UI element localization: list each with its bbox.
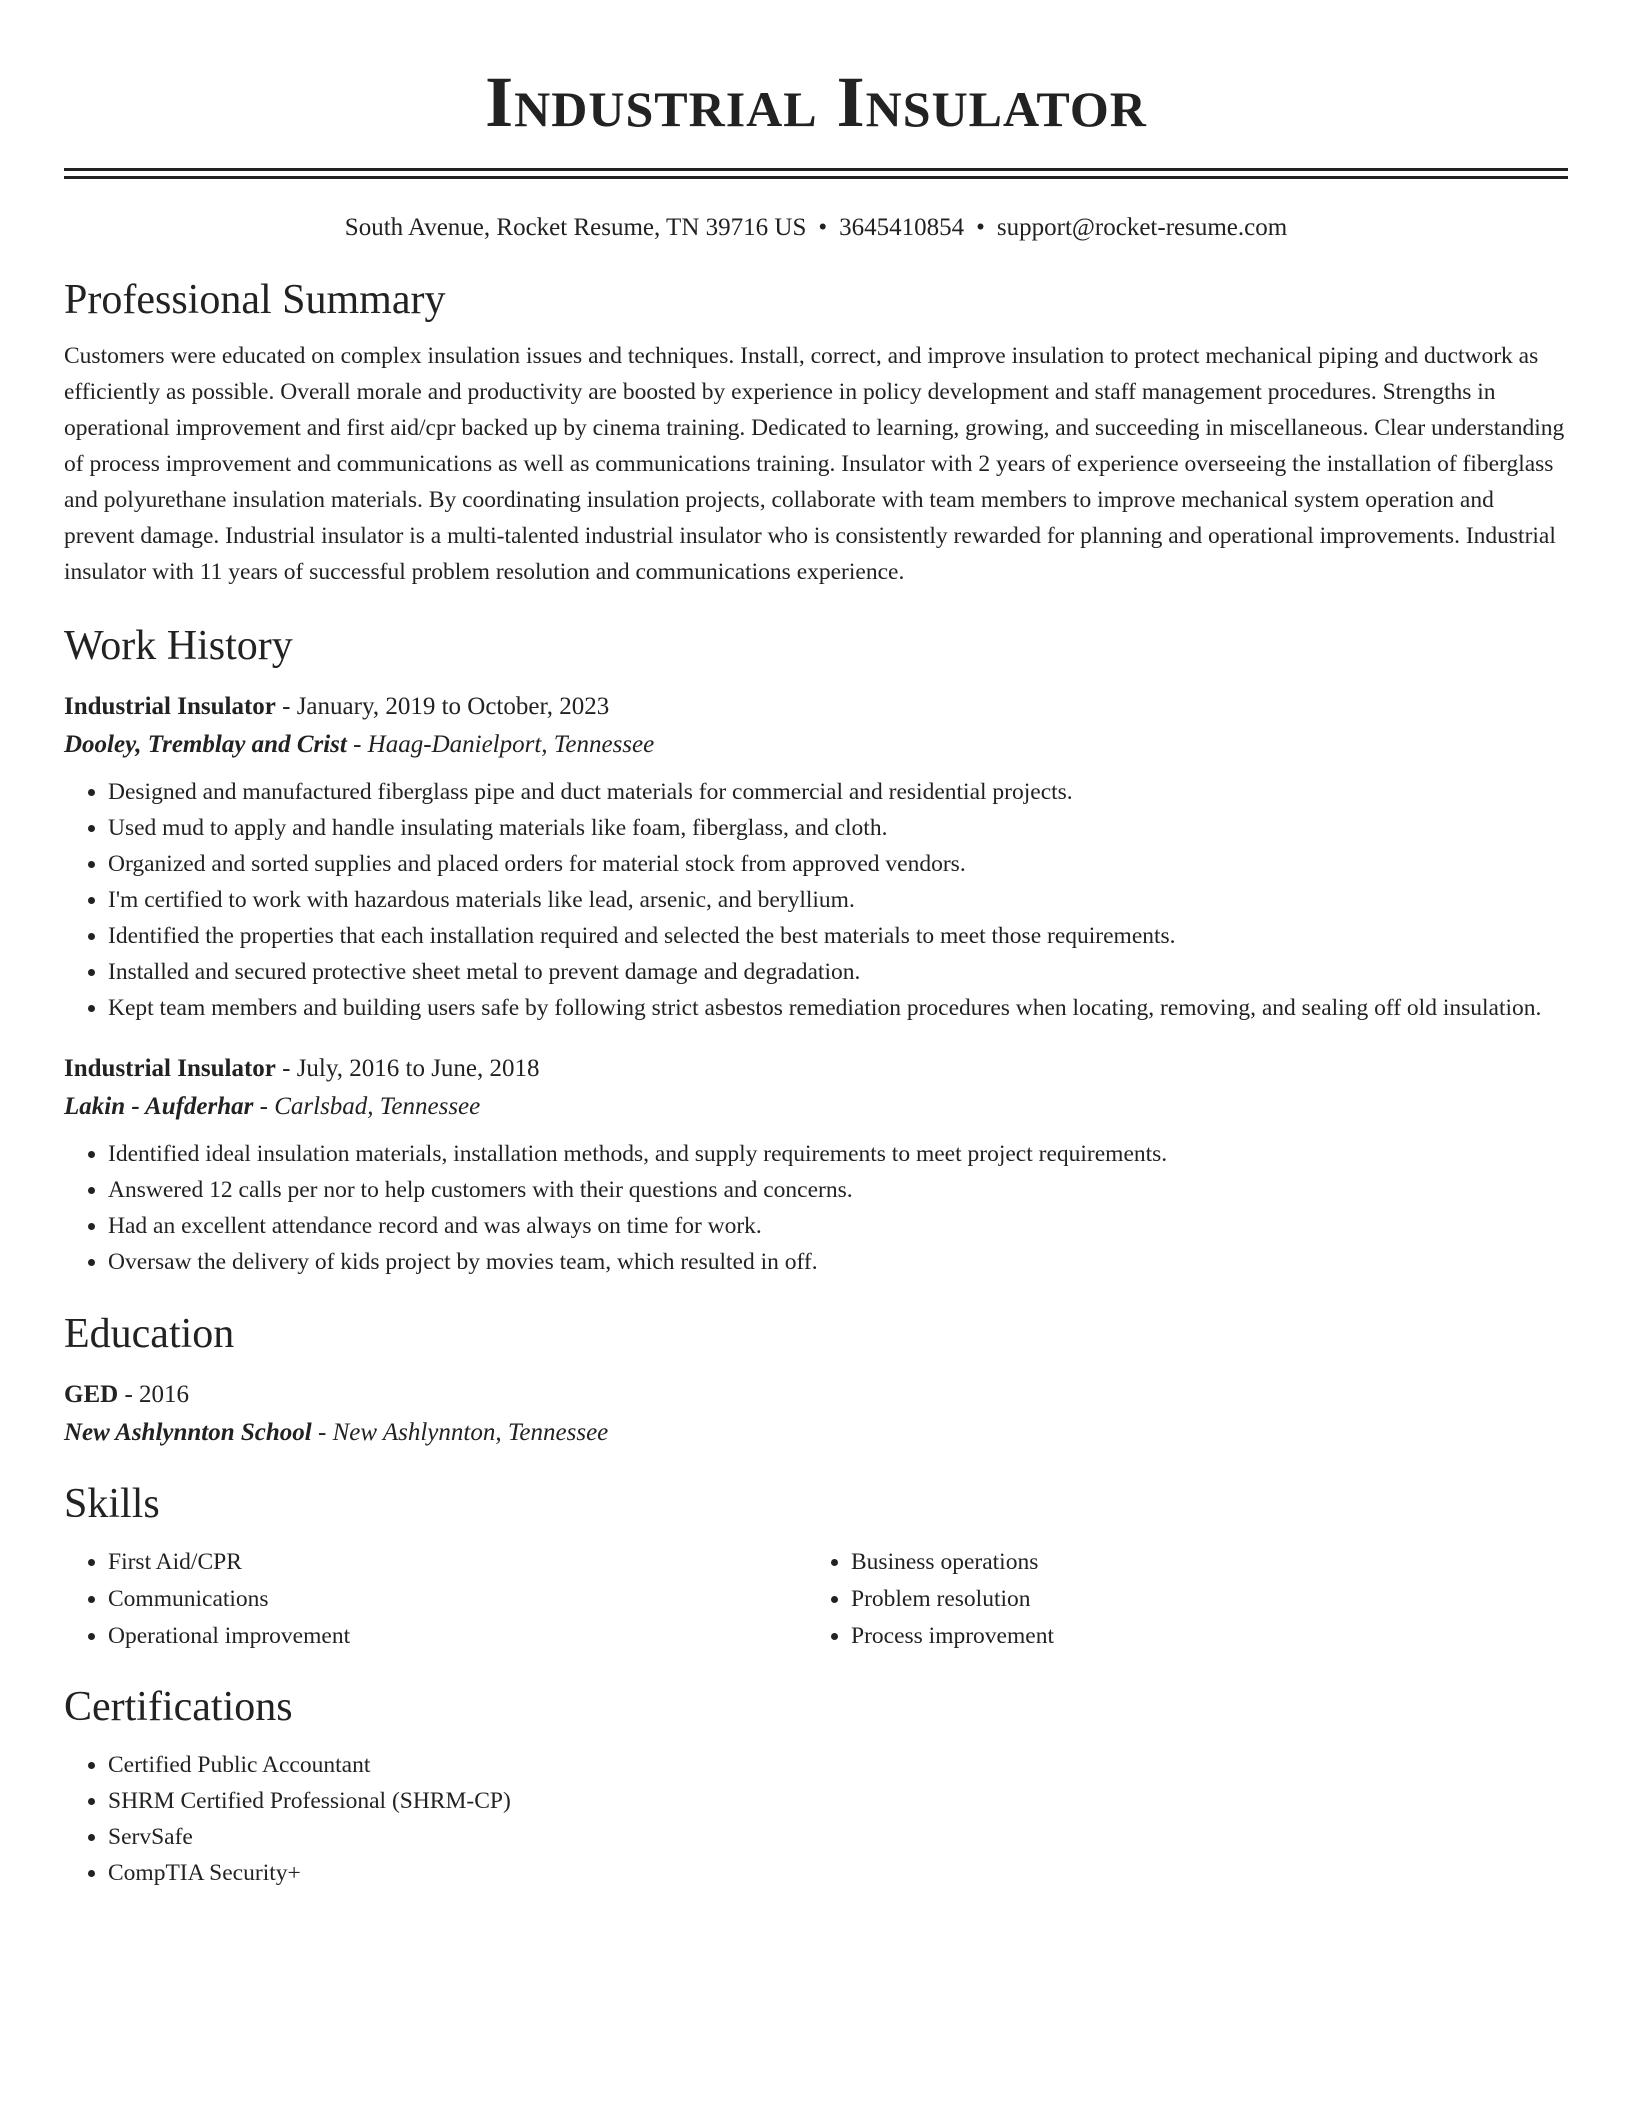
certification-item: • SHRM Certified Professional (SHRM-CP): [108, 1783, 1568, 1819]
education-location: - New Ashlynnton, Tennessee: [311, 1419, 609, 1446]
education-degree-line: [64, 1376, 1568, 1414]
education-school: New Ashlynnton School: [64, 1419, 312, 1446]
education-year: - 2016: [118, 1381, 190, 1408]
job-dates: - January, 2019 to October, 2023: [275, 693, 610, 720]
contact-phone: 3645410854: [839, 214, 965, 241]
job-company: Lakin - Aufderhar: [64, 1093, 254, 1120]
resume-name: Industrial Insulator: [485, 62, 1147, 142]
job-bullet: • Answered 12 calls per nor to help customers with their questions and concerns.: [108, 1172, 1568, 1208]
certification-item: • CompTIA Security+: [108, 1855, 1568, 1891]
contact-address: South Avenue, Rocket Resume, TN 39716 US: [344, 214, 807, 241]
skills-grid: [64, 1544, 1568, 1655]
skills-column-right: [807, 1544, 1550, 1655]
job-bullet: • Kept team members and building users safe by following strict asbestos remediation procedures when locating, removing, and sealing off old insulation.: [108, 990, 1568, 1026]
job-company-line: [64, 726, 1568, 764]
job-entry: [64, 1050, 1568, 1280]
job-bullet: • Had an excellent attendance record and was always on time for work.: [108, 1208, 1568, 1244]
job-role: Industrial Insulator: [64, 693, 276, 720]
education-degree: GED: [64, 1381, 119, 1408]
job-company: Dooley, Tremblay and Crist: [64, 731, 347, 758]
job-bullet: • I'm certified to work with hazardous materials like lead, arsenic, and beryllium.: [108, 882, 1568, 918]
skill-item: • Communications: [108, 1581, 807, 1618]
skills-column-left: [64, 1544, 807, 1655]
certifications-heading: Certifications: [64, 1684, 293, 1730]
work-history-heading: Work History: [64, 623, 293, 669]
job-bullet: • Organized and sorted supplies and placed orders for material stock from approved vendors.: [108, 846, 1568, 882]
certification-item: • Certified Public Accountant: [108, 1747, 1568, 1783]
skill-item: • Operational improvement: [108, 1618, 807, 1655]
job-company-line: [64, 1088, 1568, 1126]
skill-item: • Business operations: [851, 1544, 1550, 1581]
job-bullet: • Oversaw the delivery of kids project by movies team, which resulted in off.: [108, 1244, 1568, 1280]
contact-separator: •: [818, 214, 828, 241]
job-bullet: • Installed and secured protective sheet metal to prevent damage and degradation.: [108, 954, 1568, 990]
education-school-line: [64, 1414, 1568, 1452]
job-location: - Haag-Danielport, Tennessee: [346, 731, 655, 758]
job-title-line: [64, 1050, 1568, 1088]
skill-item: • Process improvement: [851, 1618, 1550, 1655]
summary-text: Customers were educated on complex insulation issues and techniques. Install, correct, and improve insulation to protect mechanical piping and ductwork as efficiently as possible. Overall morale and productivity are boosted by experience in policy development and staff management procedures. Strengths in operational improvement and first aid/cpr backed up by cinema training. Dedicated to learning, growing, and succeeding in miscellaneous. Clear understanding of process improvement and communications as well as communications training. Insulator with 2 years of experience overseeing the installation of fiberglass and polyurethane insulation materials. By coordinating insulation projects, collaborate with team members to improve mechanical system operation and prevent damage. Industrial insulator is a multi-talented industrial insulator who is consistently rewarded for planning and operational improvements. Industrial insulator with 11 years of successful problem resolution and communications experience.: [64, 343, 1565, 585]
header-double-rule: [64, 168, 1568, 179]
job-location: - Carlsbad, Tennessee: [253, 1093, 481, 1120]
certifications-list: [64, 1747, 1568, 1891]
certification-item: • ServSafe: [108, 1819, 1568, 1855]
job-bullet: • Identified ideal insulation materials, installation methods, and supply requirements to meet project requirements.: [108, 1136, 1568, 1172]
skill-item: • Problem resolution: [851, 1581, 1550, 1618]
job-bullet: • Identified the properties that each installation required and selected the best materials to meet those requirements.: [108, 918, 1568, 954]
contact-separator: •: [976, 214, 985, 241]
contact-email: support@rocket-resume.com: [996, 214, 1288, 241]
job-title-line: [64, 688, 1568, 726]
job-dates: - July, 2016 to June, 2018: [275, 1055, 540, 1082]
skills-heading: Skills: [64, 1481, 160, 1527]
skill-item: • First Aid/CPR: [108, 1544, 807, 1581]
job-role: Industrial Insulator: [64, 1055, 276, 1082]
job-bullet: • Used mud to apply and handle insulating materials like foam, fiberglass, and cloth.: [108, 810, 1568, 846]
education-entry: [64, 1376, 1568, 1452]
contact-line: [64, 212, 1568, 244]
job-bullets: [64, 774, 1568, 1026]
job-bullets: [64, 1136, 1568, 1280]
summary-heading: Professional Summary: [64, 277, 446, 323]
education-heading: Education: [64, 1311, 235, 1357]
job-entry: [64, 688, 1568, 1026]
job-bullet: • Designed and manufactured fiberglass pipe and duct materials for commercial and residential projects.: [108, 774, 1568, 810]
